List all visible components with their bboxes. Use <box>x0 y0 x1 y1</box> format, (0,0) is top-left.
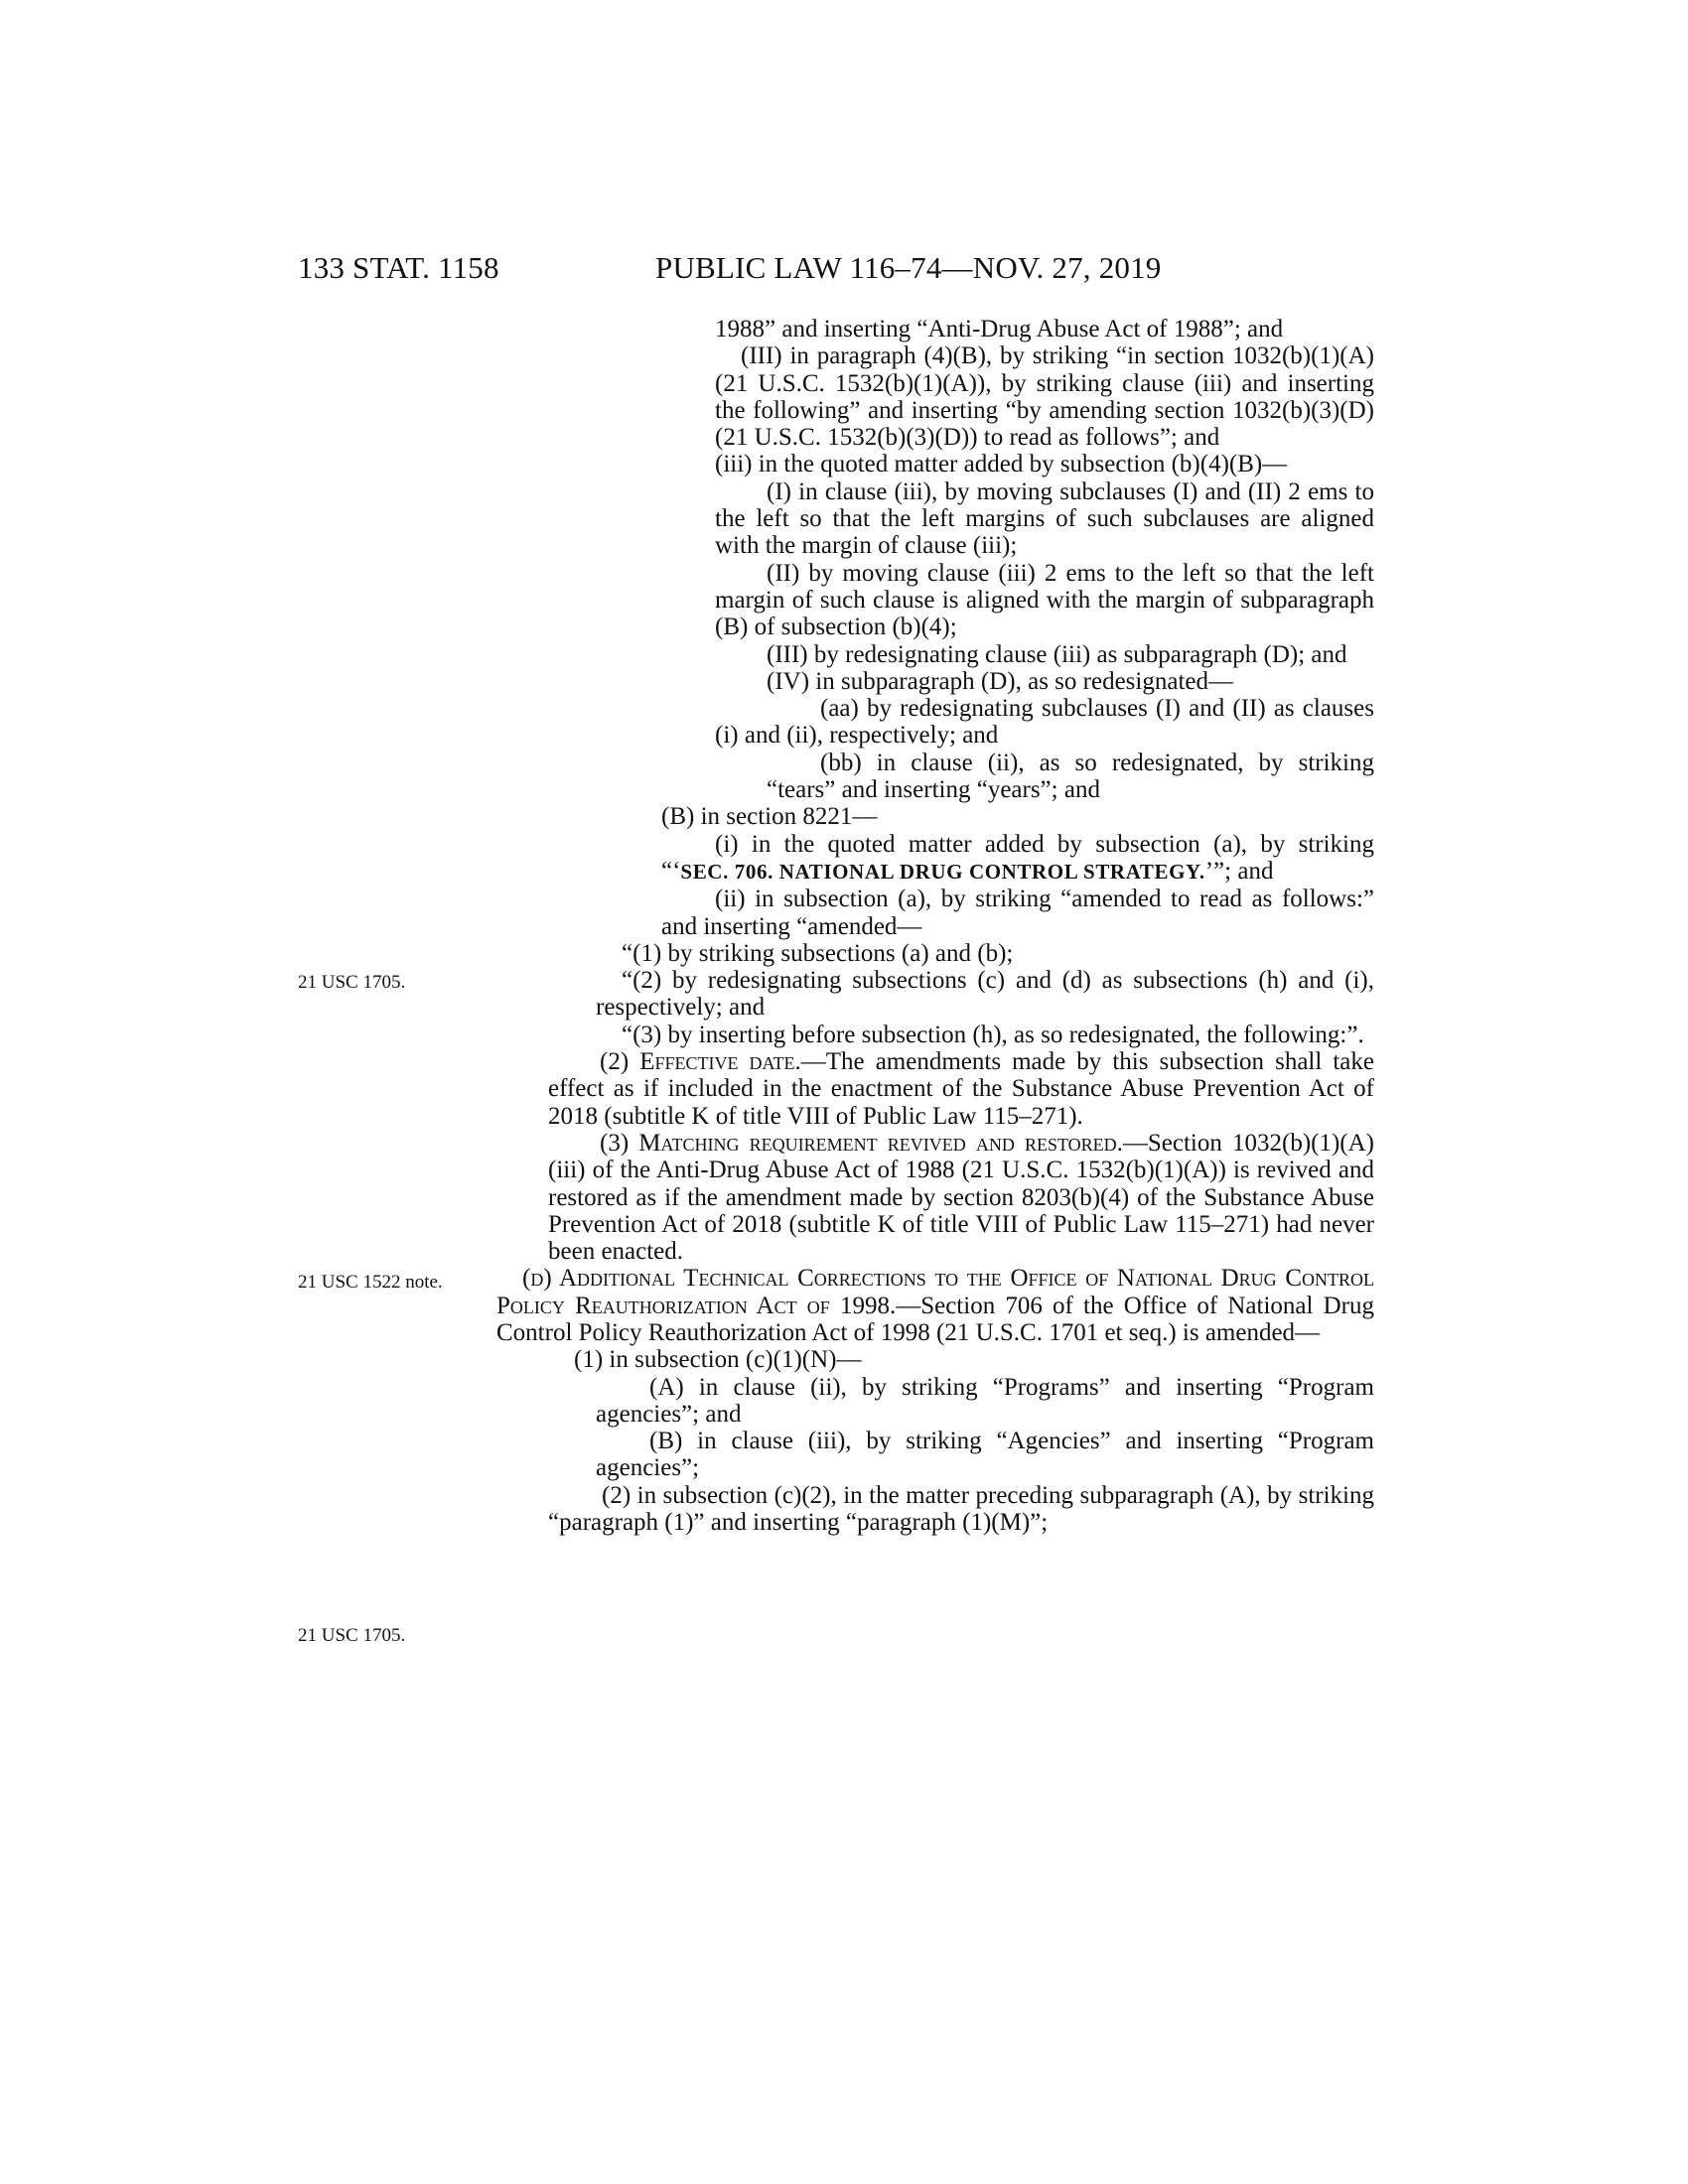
running-head: PUBLIC LAW 116–74—NOV. 27, 2019 <box>655 250 1162 285</box>
clause-i-struck-heading: SEC. 706. NATIONAL DRUG CONTROL STRATEGY. <box>680 859 1205 884</box>
margin-note-usc-1: 21 USC 1705. <box>298 972 406 993</box>
subsection-d-heading: (d) Additional Technical Corrections to the Office of National Drug Control Policy Reauthorization Act of 1998. <box>496 1265 1374 1319</box>
para-quoted-3: “(3) by inserting before subsection (h), as so redesignated, the following:”. <box>622 1021 1364 1048</box>
para-paragraph-2: (2) in subsection (c)(2), in the matter preceding subparagraph (A), by striking “paragraph (1)” and inserting “paragraph (1)(M)”; <box>548 1481 1374 1537</box>
para-subclause-I: (I) in clause (iii), by moving subclauses (I) and (II) 2 ems to the left so that the left margins of such subclauses are aligned with the margin of clause (iii); <box>715 478 1374 560</box>
para-subparagraph-B: (B) in section 8221— <box>661 803 878 831</box>
para-clause-iii: (iii) in the quoted matter added by subsection (b)(4)(B)— <box>715 451 1288 478</box>
effective-date-heading: (2) Effective date. <box>600 1048 801 1076</box>
para-subclause-IV: (IV) in subparagraph (D), as so redesignated— <box>767 667 1233 695</box>
para-clause-ii: (ii) in subsection (a), by striking “amended to read as follows:” and inserting “amended— <box>661 886 1374 940</box>
statute-body <box>496 316 1374 1536</box>
matching-requirement-text: —Section 1032(b)(1)(A)(iii) of the Anti-Drug Abuse Act of 1988 (21 U.S.C. 1532(b)(1)(A)) is revived and restored as if the amendment made by section 8203(b)(4) of the Substance Abuse Prevention Act of 2018 (subtitle K of title VIII of Public Law 115–271) had never been enacted. <box>548 1129 1375 1266</box>
para-clause-i <box>496 831 1374 887</box>
para-item-bb: (bb) in clause (ii), as so redesignated, by striking “tears” and inserting “years”; and <box>767 749 1374 804</box>
para-effective-date <box>496 1048 1374 1130</box>
page-number: 133 STAT. 1158 <box>298 250 499 285</box>
para-subparagraph-B-2: (B) in clause (iii), by striking “Agencies” and inserting “Program agencies”; <box>596 1428 1374 1482</box>
margin-note-usc-2: 21 USC 1522 note. <box>298 1272 443 1293</box>
para-subparagraph-A: (A) in clause (ii), by striking “Programs” and inserting “Program agencies”; and <box>596 1373 1374 1428</box>
para-quoted-1: “(1) by striking subsections (a) and (b); <box>622 939 1014 967</box>
para-subclause-III-b: (III) by redesignating clause (iii) as subparagraph (D); and <box>767 640 1347 668</box>
para-subsection-d <box>496 1265 1374 1346</box>
clause-i-text: (i) in the quoted matter added by subsection (a), by striking “‘ <box>661 830 1374 885</box>
effective-date-text: —The amendments made by this subsection shall take effect as if included in the enactment of the Substance Abuse Prevention Act of 2018 (subtitle K of title VIII of Public Law 115–271). <box>548 1048 1374 1130</box>
para-item-aa: (aa) by redesignating subclauses (I) and (II) as clauses (i) and (ii), respectively; and <box>715 695 1374 750</box>
para-continuation: 1988” and inserting “Anti-Drug Abuse Act of 1988”; and <box>715 316 1284 342</box>
matching-requirement-heading: (3) Matching requirement revived and restored. <box>600 1129 1123 1157</box>
subsection-d-text: —Section 706 of the Office of National Drug Control Policy Reauthorization Act of 1998 (21 U.S.C. 1701 et seq.) is amended— <box>496 1292 1374 1346</box>
para-matching-requirement <box>496 1130 1374 1265</box>
para-subclause-III-a: (III) in paragraph (4)(B), by striking “in section 1032(b)(1)(A) (21 U.S.C. 1532(b)(1)(A)), by striking clause (iii) and inserting the following” and inserting “by amending section 1032(b)(3)(D) (21 U.S.C. 1532(b)(3)(D)) to read as follows”; and <box>715 342 1374 452</box>
clause-i-tail: ’”; and <box>1204 857 1274 885</box>
para-subclause-II: (II) by moving clause (iii) 2 ems to the left so that the left margin of such clause is aligned with the margin of subparagraph (B) of subsection (b)(4); <box>715 559 1374 641</box>
margin-note-usc-3: 21 USC 1705. <box>298 1625 406 1646</box>
para-quoted-2: “(2) by redesignating subsections (c) and (d) as subsections (h) and (i), respectively; and <box>596 967 1374 1022</box>
para-paragraph-1: (1) in subsection (c)(1)(N)— <box>574 1346 862 1374</box>
